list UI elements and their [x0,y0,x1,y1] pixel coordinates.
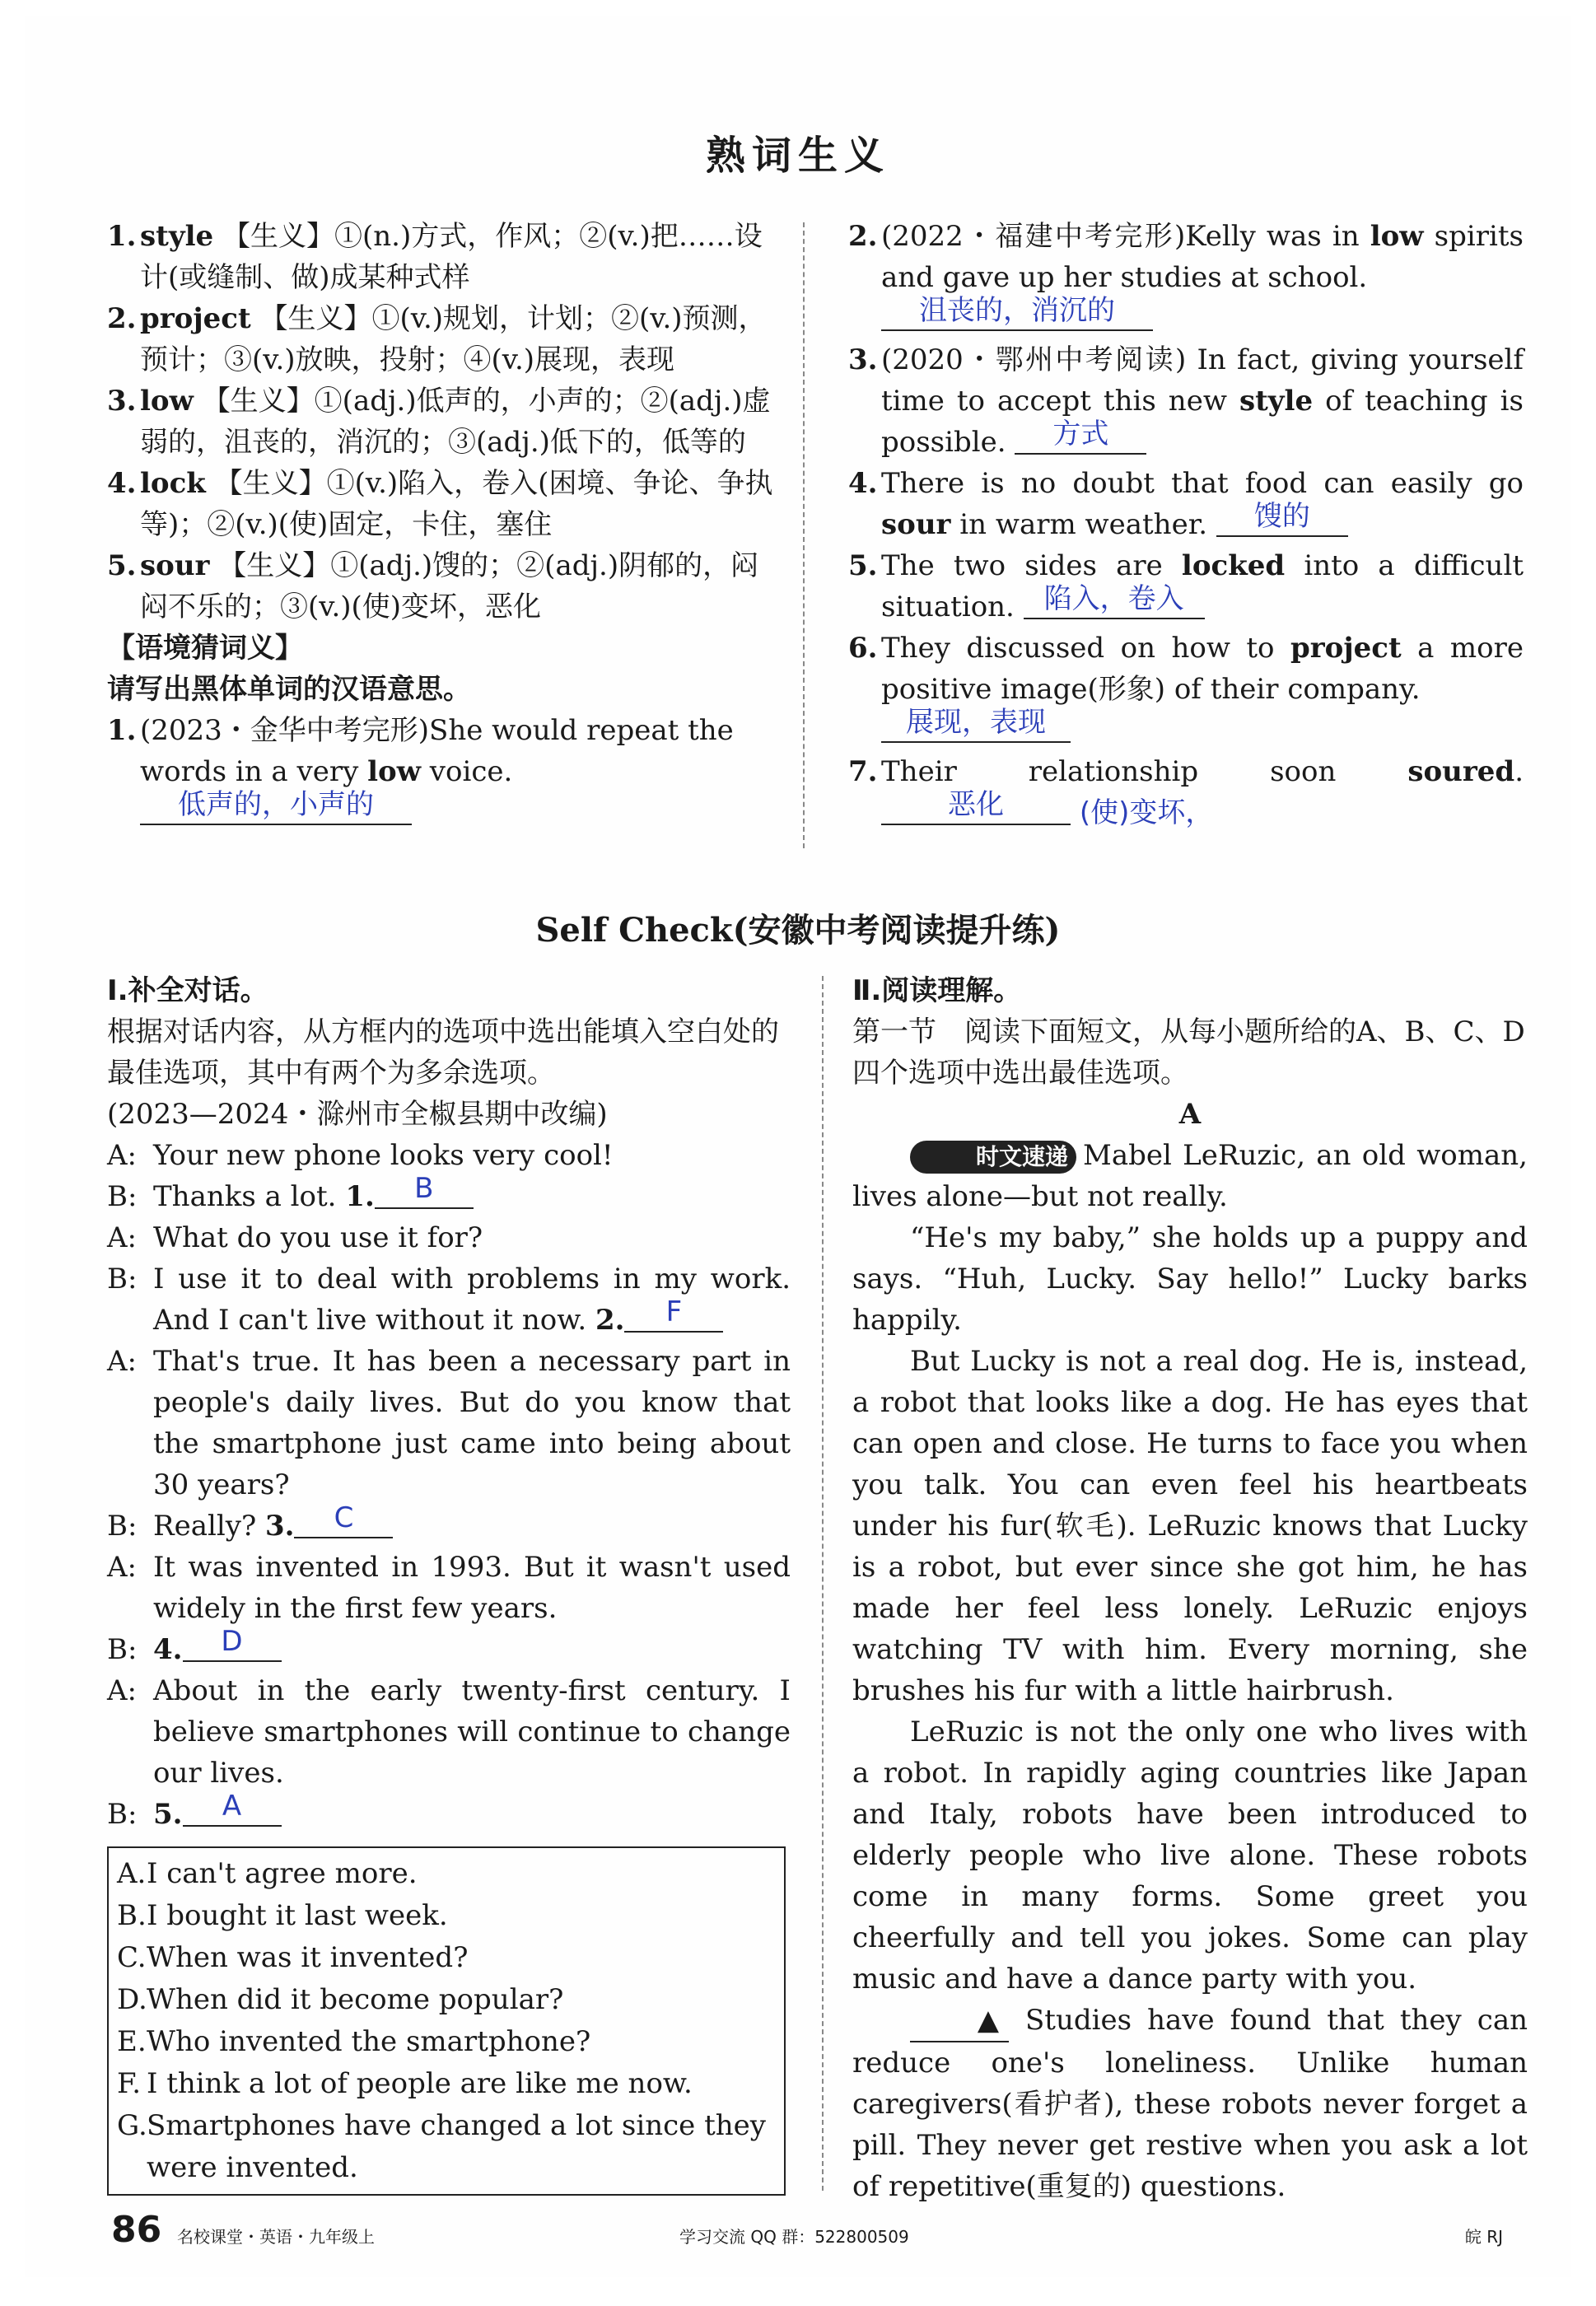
book-title: 名校课堂・英语・九年级上 [177,2227,375,2247]
exercise-item: 6. They discussed on how to project a more positive image(形象) of their company. 展现，表现 [848,628,1524,751]
edition-label: 皖 RJ [1464,2227,1503,2247]
dialogue-line: B: 4. D [107,1629,791,1670]
option-item: C. When was it invented? [117,1941,469,1974]
exercise-item: 2. (2022・福建中考完形)Kelly was in low spirits and gave up her studies at school. 沮丧的，消沉的 [848,216,1524,339]
dialogue-line: B: Thanks a lot. 1. B [107,1176,791,1217]
part1-heading: Ⅰ.补全对话。 [107,974,268,1007]
handwritten-answer: D [221,1625,243,1658]
handwritten-answer: C [334,1501,354,1534]
option-item: F. I think a lot of people are like me now. [117,2067,693,2100]
news-badge: 时文速递 [910,1141,1076,1174]
exercise-item: 1. (2023・金华中考完形)She would repeat the words in a very low voice. 低声的，小声的 [107,710,782,833]
definition-item: 5. sour 【生义】①(adj.)馊的；②(adj.)阴郁的，闷闷不乐的；③(v.)(使)变坏，恶化 [107,549,759,623]
exercise-item: 4. There is no doubt that food can easily go sour in warm weather. 馊的 [848,467,1524,541]
page-title: 熟词生义 [705,133,890,179]
exercise-item: 5. The two sides are locked into a difficult situation. 陷入，卷入 [848,549,1524,623]
part2-heading: Ⅱ.阅读理解。 [852,974,1022,1007]
answer-blank[interactable] [375,1172,474,1209]
dialogue-line: A: It was invented in 1993. But it wasn't used widely in the first few years. [107,1551,791,1625]
answer-blank[interactable] [881,706,1071,743]
options-box [107,1846,786,2196]
exercise-item: 3. (2020・鄂州中考阅读) In fact, giving yourself time to accept this new style of teaching is possible. 方式 [848,343,1524,459]
answer-blank[interactable] [624,1295,723,1333]
exercise-item: 7. Their relationship soon soured. 恶化 (使)变坏， [848,755,1524,829]
handwritten-answer: B [414,1172,434,1205]
dialogue-column [107,970,791,2196]
passage-paragraph: “He's my baby,” she holds up a puppy and says. “Huh, Lucky. Say hello!” Lucky barks happily. [852,1221,1528,1337]
answer-blank[interactable] [294,1501,393,1538]
option-item: D. When did it become popular? [117,1983,564,2016]
exercises-column [848,216,1524,833]
part1-instruction: 根据对话内容，从方框内的选项中选出能填入空白处的最佳选项，其中有两个为多余选项。 [107,1015,779,1090]
self-check-title: Self Check(安徽中考阅读提升练) [535,911,1061,950]
passage-paragraph: LeRuzic is not the only one who lives with a robot. In rapidly aging countries like Japan and Italy, robots have been introduced to elderly people who live alone. These robots come in many forms. Some greet you cheerfully and tell you jokes. Some can play music and have a dance party with you. [852,1715,1528,1996]
answer-blank[interactable] [1024,582,1205,619]
dialogue-line: A: What do you use it for? [107,1221,483,1254]
handwritten-answer: 馊的 [1253,500,1310,533]
handwritten-answer: 方式 [1052,418,1109,450]
handwritten-answer: A [222,1790,242,1823]
handwritten-answer: (使)变坏， [1079,796,1214,829]
answer-blank[interactable] [881,788,1071,825]
handwritten-answer: F [665,1295,683,1328]
option-item: A. I can't agree more. [117,1857,418,1890]
context-instruction: 请写出黑体单词的汉语意思。 [107,673,471,706]
dialogue-line: B: I use it to deal with problems in my work. And I can't live without it now. 2. F [107,1263,791,1337]
option-item: B. I bought it last week. [117,1899,448,1932]
answer-blank[interactable] [881,294,1153,331]
handwritten-answer: 沮丧的，消沉的 [919,294,1115,327]
context-heading: 【语境猜词义】 [107,632,303,665]
dialogue-line: A: That's true. It has been a necessary part in people's daily lives. But do you know that the smartphone just came into being about 30 years? [107,1345,791,1501]
definitions-column [107,216,782,833]
answer-blank[interactable] [183,1790,282,1827]
definition-item: 3. low 【生义】①(adj.)低声的，小声的；②(adj.)虚弱的，沮丧的，消沉的；③(adj.)低下的，低等的 [107,385,771,459]
handwritten-answer: 展现，表现 [906,706,1046,739]
definition-item: 2. project 【生义】①(v.)规划，计划；②(v.)预测，预计；③(v.)放映，投射；④(v.)展现，表现 [107,302,767,376]
definition-item: 1. style 【生义】①(n.)方式，作风；②(v.)把……设计(或缝制、做)成某种式样 [107,220,763,294]
dialogue-line: A: About in the early twenty-first century. I believe smartphones will continue to change our lives. [107,1674,791,1790]
part2-instruction: 第一节 阅读下面短文，从每小题所给的A、B、C、D四个选项中选出最佳选项。 [852,1015,1525,1090]
handwritten-answer: 低声的，小声的 [178,788,374,821]
definition-item: 4. lock 【生义】①(v.)陷入，卷入(困境、争论、争执等)；②(v.)(使)固定，卡住，塞住 [107,467,773,541]
answer-blank[interactable] [183,1625,282,1662]
triangle-blank-icon[interactable]: ▲ [910,2000,1009,2042]
column-divider [822,976,824,2191]
passage-paragraph: ▲ Studies have found that they can reduce one's loneliness. Unlike human caregivers(看护者), these robots never forget a pill. They never get restive when you ask a lot of repetitive(重复的) questions. [852,2000,1528,2207]
dialogue-line: A: Your new phone looks very cool! [107,1139,614,1172]
handwritten-answer: 陷入，卷入 [1043,582,1184,615]
qq-group: 学习交流 QQ 群：522800509 [679,2227,909,2247]
page-footer [111,2209,1503,2257]
passage-label: A [1178,1098,1202,1131]
option-item: E. Who invented the smartphone? [117,2025,591,2058]
passage-paragraph: 时文速递 Mabel LeRuzic, an old woman, lives alone—but not really. [852,1139,1528,1213]
page-number: 86 [111,2209,162,2251]
dialogue-line: B: 5. A [107,1794,791,1835]
reading-column [852,970,1528,2207]
answer-blank[interactable] [140,788,412,825]
handwritten-answer: 恶化 [948,788,1004,821]
part1-source: (2023—2024・滁州市全椒县期中改编) [107,1098,608,1131]
answer-blank[interactable] [1015,418,1146,455]
answer-blank[interactable] [1216,500,1348,537]
column-divider [803,222,805,848]
dialogue-line: B: Really? 3. C [107,1505,791,1547]
option-item: G. Smartphones have changed a lot since they were invented. [117,2109,766,2184]
passage-paragraph: But Lucky is not a real dog. He is, instead, a robot that looks like a dog. He has eyes that can open and close. He turns to face you when you talk. You can even feel his heartbeats under his fur(软毛). LeRuzic knows that Lucky is a robot, but ever since she got him, he has made her feel less lonely. LeRuzic enjoys watching TV with him. Every morning, she brushes his fur with a little hairbrush. [852,1345,1528,1707]
